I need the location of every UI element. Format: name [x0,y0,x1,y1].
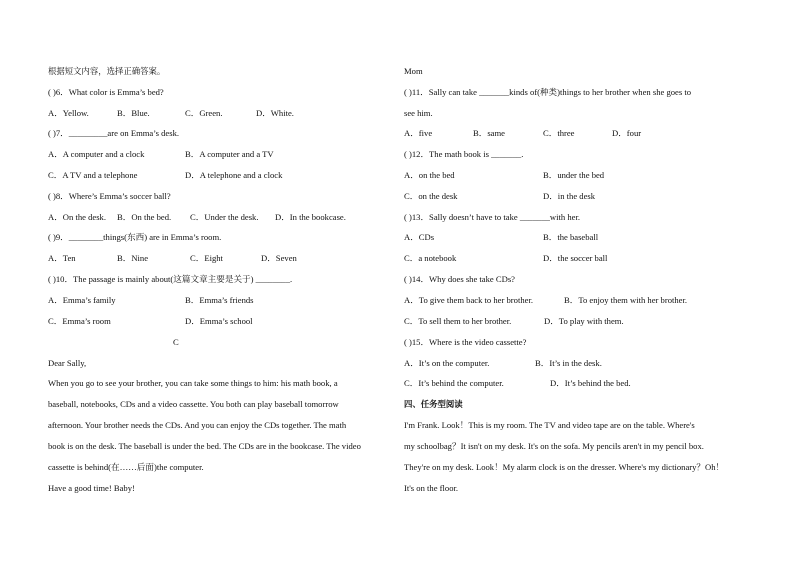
letter-greeting: Dear Sally, [48,358,87,368]
q9-option-c: C．Eight [190,253,223,263]
letter-line: When you go to see your brother, you can take some things to him: his math book, a [48,378,338,388]
passage-line: my schoolbag？It isn't on my desk. It's on the sofa. My pencils aren't in my pencil box. [404,441,704,451]
question-11-stem-continued: see him. [404,108,433,118]
q14-option-a: A．To give them back to her brother. [404,295,533,305]
question-12-stem: ( )12．The math book is _______. [404,149,524,159]
q14-option-d: D．To play with them. [544,316,624,326]
question-11-stem: ( )11．Sally can take _______kinds of(种类)things to her brother when she goes to [404,87,692,97]
letter-line: cassette is behind(在……后面)the computer. [48,462,204,472]
q8-option-d: D．In the bookcase. [275,212,346,222]
q11-option-c: C．three [543,128,575,138]
letter-closing: Have a good time! Baby! [48,483,135,493]
q12-option-a: A．on the bed [404,170,455,180]
letter-signature: Mom [404,66,423,76]
q6-option-a: A．Yellow. [48,108,89,118]
q14-option-b: B．To enjoy them with her brother. [564,295,688,305]
q11-option-a: A．five [404,128,433,138]
q9-option-b: B．Nine [117,253,149,263]
q11-option-b: B．same [473,128,505,138]
letter-line: book is on the desk. The baseball is under the bed. The CDs are in the bookcase. The video [48,441,361,451]
q7-option-c: C．A TV and a telephone [48,170,138,180]
q10-option-a: A．Emma’s family [48,295,116,305]
q15-option-b: B．It’s in the desk. [535,358,602,368]
section-c-heading: C [173,337,179,347]
question-14-stem: ( )14．Why does she take CDs? [404,274,515,284]
q10-option-c: C．Emma’s room [48,316,111,326]
q13-option-d: D．the soccer ball [543,253,608,263]
question-6-stem: ( )6．What color is Emma’s bed? [48,87,164,97]
q13-option-a: A．CDs [404,232,435,242]
letter-line: baseball, notebooks, CDs and a video cassette. You both can play baseball tomorrow [48,399,339,409]
q9-option-a: A．Ten [48,253,76,263]
q8-option-c: C．Under the desk. [190,212,259,222]
q7-option-b: B．A computer and a TV [185,149,274,159]
q8-option-a: A．On the desk. [48,212,106,222]
question-7-stem: ( )7．_________are on Emma’s desk. [48,128,180,138]
letter-line: afternoon. Your brother needs the CDs. And you can enjoy the CDs together. The math [48,420,347,430]
q13-option-b: B．the baseball [543,232,599,242]
question-10-stem: ( )10．The passage is mainly about(这篇文章主要是关于) ________. [48,274,293,284]
passage-line: I'm Frank. Look！This is my room. The TV and video tape are on the table. Where's [404,420,695,430]
q14-option-c: C．To sell them to her brother. [404,316,512,326]
passage-line: It's on the floor. [404,483,459,493]
passage-line: They're on my desk. Look！My alarm clock is on the dresser. Where's my dictionary？Oh！ [404,462,725,472]
section-4-heading: 四、任务型阅读 [404,399,463,409]
question-9-stem: ( )9．________things(东西) are in Emma’s room. [48,232,222,242]
question-13-stem: ( )13．Sally doesn’t have to take _______with her. [404,212,580,222]
q7-option-a: A．A computer and a clock [48,149,145,159]
q12-option-c: C．on the desk [404,191,458,201]
q10-option-b: B．Emma’s friends [185,295,254,305]
question-15-stem: ( )15．Where is the video cassette? [404,337,527,347]
q8-option-b: B．On the bed. [117,212,172,222]
instruction: 根据短文内容，选择正确答案。 [48,66,166,76]
q6-option-b: B．Blue. [117,108,150,118]
q6-option-c: C．Green. [185,108,223,118]
q11-option-d: D．four [612,128,642,138]
q15-option-c: C．It’s behind the computer. [404,378,504,388]
q10-option-d: D．Emma’s school [185,316,253,326]
question-8-stem: ( )8．Where’s Emma’s soccer ball? [48,191,171,201]
q12-option-b: B．under the bed [543,170,605,180]
q13-option-c: C．a notebook [404,253,457,263]
q12-option-d: D．in the desk [543,191,596,201]
q9-option-d: D．Seven [261,253,297,263]
q6-option-d: D．White. [256,108,294,118]
q15-option-d: D．It’s behind the bed. [550,378,631,388]
q15-option-a: A．It’s on the computer. [404,358,490,368]
q7-option-d: D．A telephone and a clock [185,170,283,180]
